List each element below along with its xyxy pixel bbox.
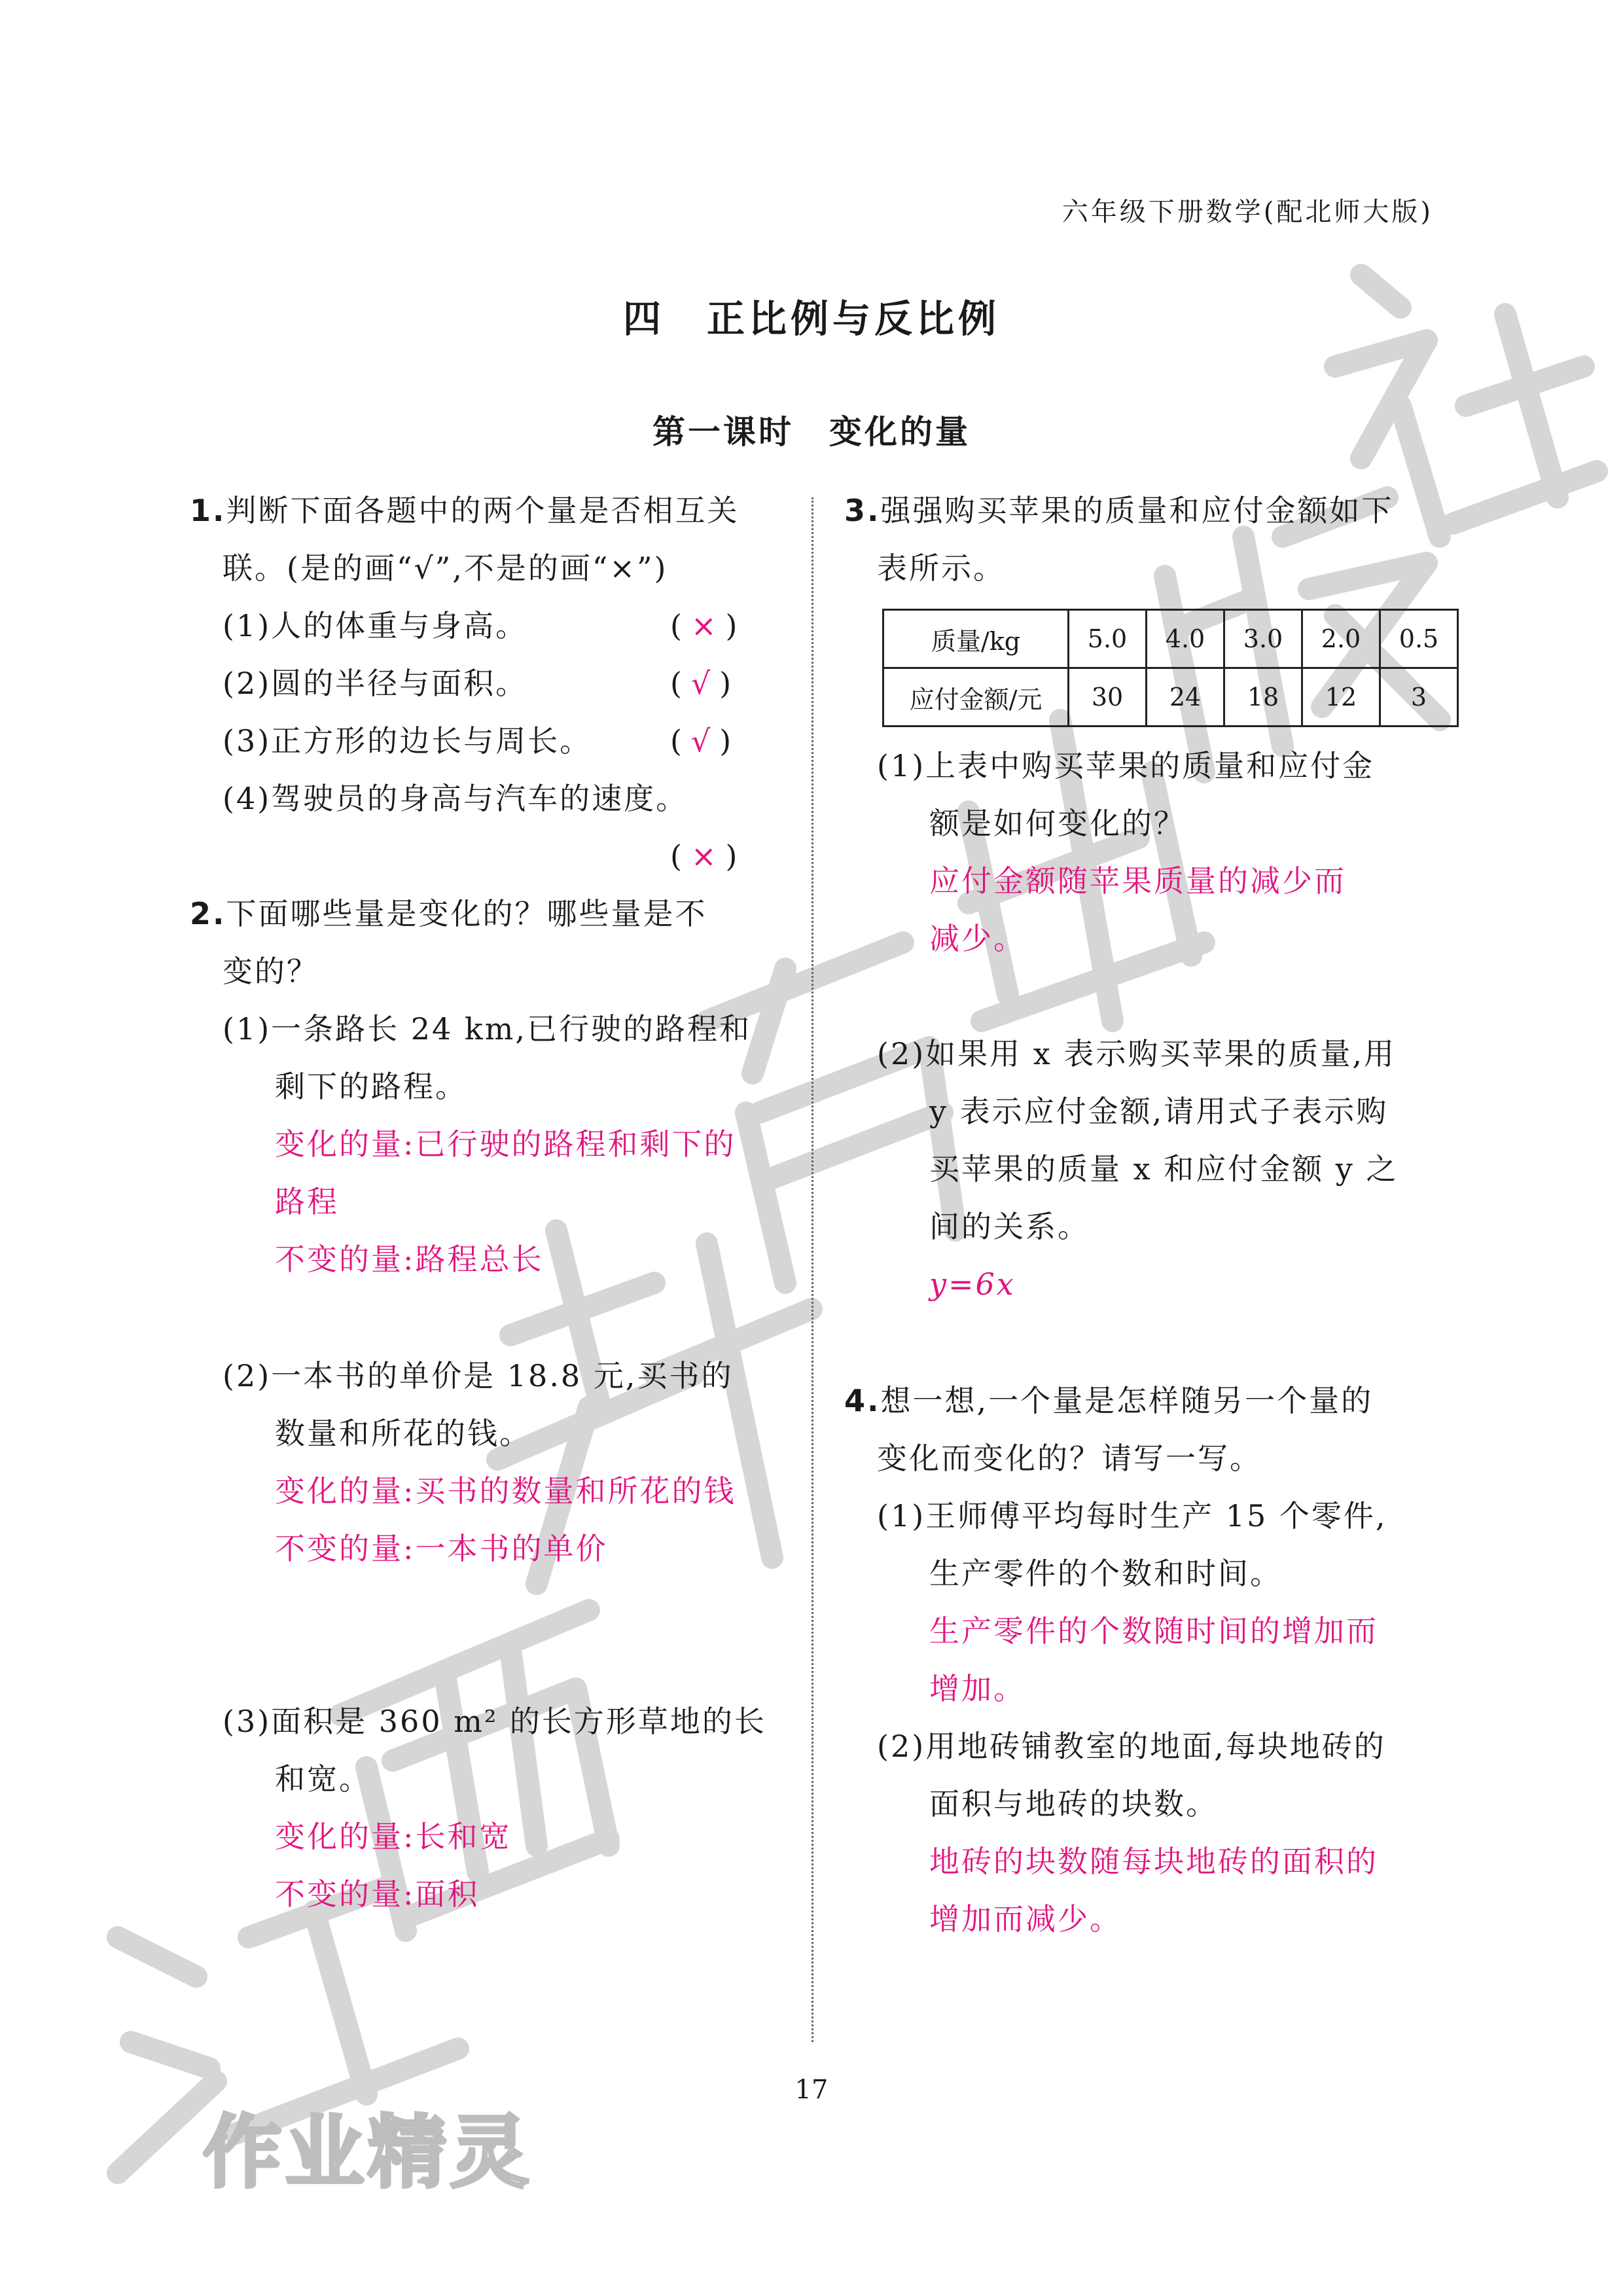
q1-item-1: (1)人的体重与身高。 bbox=[223, 608, 528, 643]
check-mark: √ bbox=[690, 723, 720, 759]
column-divider bbox=[812, 497, 813, 2042]
q2-part1-answer-1: 变化的量:已行驶的路程和剩下的 bbox=[275, 1126, 736, 1162]
q4-part2-answer-2: 增加而减少。 bbox=[929, 1901, 1122, 1937]
q2-part1-answer-2: 路程 bbox=[275, 1184, 339, 1219]
q3-part1-line1: (1)上表中购买苹果的质量和应付金 bbox=[877, 748, 1375, 783]
q4-part2-line2: 面积与地砖的块数。 bbox=[929, 1786, 1218, 1821]
q3-part2-answer: y=6x bbox=[929, 1266, 1016, 1302]
q1-answer-box-4: (×) bbox=[670, 838, 747, 874]
q4-part2-answer-1: 地砖的块数随每块地砖的面积的 bbox=[929, 1844, 1378, 1879]
q2-part2-answer-2: 不变的量:一本书的单价 bbox=[275, 1531, 608, 1566]
q2-part1-line1: (1)一条路长 24 km,已行驶的路程和 bbox=[223, 1011, 752, 1047]
table-cell: 24 bbox=[1147, 668, 1224, 726]
table-cell: 3.0 bbox=[1224, 610, 1302, 668]
table-cell: 12 bbox=[1302, 668, 1380, 726]
q1-item-2: (2)圆的半径与面积。 bbox=[223, 666, 528, 701]
q3-part2-line4: 间的关系。 bbox=[929, 1209, 1090, 1244]
cross-mark: × bbox=[690, 838, 726, 874]
cross-mark: × bbox=[690, 608, 726, 643]
chapter-title: 四 正比例与反比例 bbox=[622, 296, 1000, 341]
q1-answer-box-2: (√) bbox=[670, 666, 741, 701]
book-header: 六年级下册数学(配北师大版) bbox=[1061, 197, 1433, 227]
check-mark: √ bbox=[690, 666, 720, 701]
q3-stem-line1: 3.强强购买苹果的质量和应付金额如下 bbox=[844, 493, 1394, 528]
q1-stem-line2: 联。(是的画“√”,不是的画“×”) bbox=[223, 550, 668, 586]
q2-part3-answer-1: 变化的量:长和宽 bbox=[275, 1819, 512, 1854]
q2-part1-answer-3: 不变的量:路程总长 bbox=[275, 1242, 544, 1277]
table-cell: 4.0 bbox=[1147, 610, 1224, 668]
q1-answer-box-1: (×) bbox=[670, 608, 747, 643]
table-row-header: 应付金额/元 bbox=[883, 668, 1069, 726]
page-number: 17 bbox=[794, 2075, 829, 2105]
q3-part1-answer-2: 减少。 bbox=[929, 921, 1026, 956]
table-row-header: 质量/kg bbox=[883, 610, 1069, 668]
q2-part2-line2: 数量和所花的钱。 bbox=[275, 1416, 531, 1451]
q4-part1-line1: (1)王师傅平均每时生产 15 个零件, bbox=[877, 1498, 1387, 1534]
q4-part2-line1: (2)用地砖铺教室的地面,每块地砖的 bbox=[877, 1729, 1386, 1764]
q4-part1-line2: 生产零件的个数和时间。 bbox=[929, 1556, 1282, 1591]
q4-number: 4. bbox=[844, 1383, 881, 1418]
q4-stem-line1: 4.想一想,一个量是怎样随另一个量的 bbox=[844, 1383, 1374, 1418]
q2-stem-line2: 变的？ bbox=[223, 954, 319, 989]
q1-stem-line1: 1.判断下面各题中的两个量是否相互关 bbox=[190, 493, 740, 528]
q1-item-3: (3)正方形的边长与周长。 bbox=[223, 723, 592, 759]
q2-part1-line2: 剩下的路程。 bbox=[275, 1069, 467, 1104]
table-row bbox=[883, 610, 1458, 668]
q3-stem-line2: 表所示。 bbox=[877, 550, 1005, 586]
lesson-title: 第一课时 变化的量 bbox=[652, 413, 971, 451]
q4-stem-line2: 变化而变化的？请写一写。 bbox=[877, 1441, 1262, 1476]
q2-part2-answer-1: 变化的量:买书的数量和所花的钱 bbox=[275, 1473, 736, 1509]
q3-part2-line1: (2)如果用 x 表示购买苹果的质量,用 bbox=[877, 1036, 1396, 1071]
q1-item-4: (4)驾驶员的身高与汽车的速度。 bbox=[223, 781, 688, 816]
q2-stem-line1: 2.下面哪些量是变化的？哪些量是不 bbox=[190, 896, 707, 931]
table-cell: 2.0 bbox=[1302, 610, 1380, 668]
q2-part3-line1: (3)面积是 360 m² 的长方形草地的长 bbox=[223, 1704, 766, 1739]
q3-part2-line2: y 表示应付金额,请用式子表示购 bbox=[929, 1094, 1389, 1129]
q4-part1-answer-2: 增加。 bbox=[929, 1671, 1026, 1706]
price-table bbox=[882, 609, 1459, 727]
table-cell: 0.5 bbox=[1380, 610, 1458, 668]
table-cell: 30 bbox=[1069, 668, 1147, 726]
q2-part2-line1: (2)一本书的单价是 18.8 元,买书的 bbox=[223, 1358, 734, 1393]
q4-part1-answer-1: 生产零件的个数随时间的增加而 bbox=[929, 1613, 1378, 1649]
q2-number: 2. bbox=[190, 896, 226, 931]
table-cell: 5.0 bbox=[1069, 610, 1147, 668]
q1-answer-box-3: (√) bbox=[670, 723, 741, 759]
svg-text:作业精灵: 作业精灵 bbox=[203, 2108, 533, 2198]
table-cell: 18 bbox=[1224, 668, 1302, 726]
q2-part3-line2: 和宽。 bbox=[275, 1761, 371, 1797]
zuoyejingling-logo bbox=[203, 2101, 569, 2199]
table-cell: 3 bbox=[1380, 668, 1458, 726]
q3-part1-line2: 额是如何变化的？ bbox=[929, 806, 1186, 841]
q2-part3-answer-2: 不变的量:面积 bbox=[275, 1876, 480, 1912]
q3-number: 3. bbox=[844, 493, 881, 528]
q3-part1-answer-1: 应付金额随苹果质量的减少而 bbox=[929, 863, 1346, 899]
q3-part2-line3: 买苹果的质量 x 和应付金额 y 之 bbox=[929, 1151, 1399, 1187]
q1-number: 1. bbox=[190, 493, 226, 528]
table-row bbox=[883, 668, 1458, 726]
